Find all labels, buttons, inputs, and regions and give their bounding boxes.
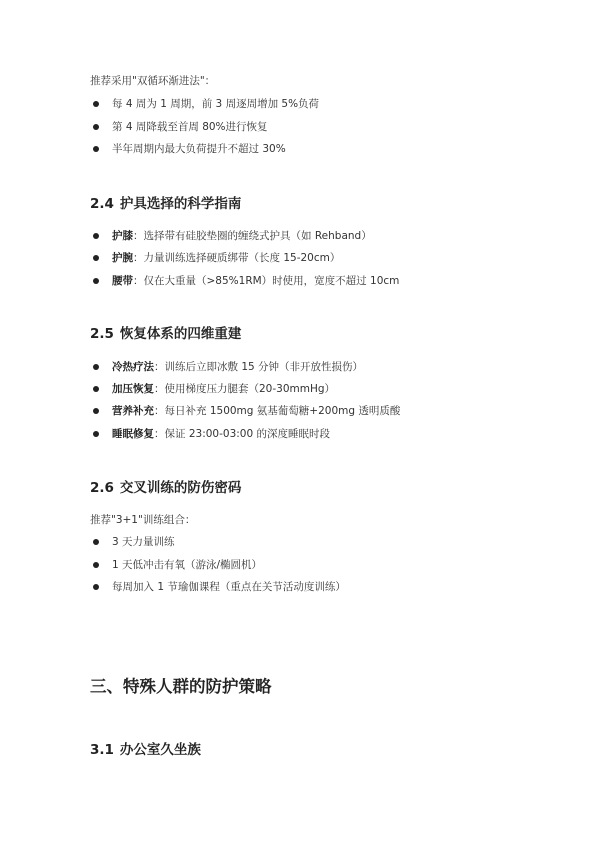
bullet-icon [93, 255, 99, 261]
bullet-icon [93, 584, 99, 590]
section-intro: 推荐"3+1"训练组合： [90, 514, 196, 526]
list-item-term: 加压恢复 [112, 383, 154, 395]
list-item-description: ：选择带有硅胶垫圈的缠绕式护具（如 Rehband） [133, 230, 372, 242]
section-number: 3.1 [90, 742, 114, 758]
list-item-text: 每 4 周为 1 周期，前 3 周逐周增加 5%负荷 [112, 98, 320, 110]
list-item-term: 护膝 [112, 230, 133, 242]
section-heading-2-4 [90, 195, 241, 213]
list-item-term: 睡眠修复 [112, 428, 154, 440]
list-item-term: 冷热疗法 [112, 361, 154, 373]
section-number: 2.6 [90, 480, 114, 496]
bullet-icon [93, 278, 99, 284]
list-item-text [112, 360, 363, 374]
bullet-icon [93, 539, 99, 545]
bullet-icon [93, 562, 99, 568]
list-item-text [112, 382, 335, 396]
section-heading-2-5 [90, 325, 241, 343]
bullet-icon [93, 408, 99, 414]
list-item-description: ：保证 23:00-03:00 的深度睡眠时段 [154, 428, 330, 440]
list-item-text: 1 天低冲击有氧（游泳/椭圆机） [112, 559, 263, 571]
section-title: 交叉训练的防伤密码 [119, 480, 242, 496]
bullet-icon [93, 386, 99, 392]
list-item-text: 第 4 周降载至首周 80%进行恢复 [112, 121, 268, 133]
intro-paragraph: 推荐采用"双循环渐进法"： [90, 75, 216, 87]
list-item-text [112, 251, 340, 265]
section-title: 护具选择的科学指南 [119, 196, 242, 212]
list-item-term: 护腕 [112, 252, 133, 264]
list-item-text: 3 天力量训练 [112, 536, 175, 548]
list-item-term: 腰带 [112, 275, 133, 287]
bullet-icon [93, 233, 99, 239]
section-number: 2.5 [90, 326, 114, 342]
section-heading-3-1 [90, 741, 201, 759]
bullet-icon [93, 364, 99, 370]
section-title: 恢复体系的四维重建 [119, 326, 242, 342]
list-item-text: 每周加入 1 节瑜伽课程（重点在关节活动度训练） [112, 581, 346, 593]
bullet-icon [93, 431, 99, 437]
list-item-text [112, 229, 372, 243]
list-item-text [112, 274, 399, 288]
bullet-icon [93, 146, 99, 152]
list-item-description: ：仅在大重量（>85%1RM）时使用，宽度不超过 10cm [133, 275, 400, 287]
bullet-icon [93, 124, 99, 130]
list-item-description: ：使用梯度压力腿套（20-30mmHg） [154, 383, 336, 395]
list-item-description: ：训练后立即冰敷 15 分钟（非开放性损伤） [154, 361, 364, 373]
section-title: 办公室久坐族 [119, 742, 201, 758]
section-heading-2-6 [90, 479, 241, 497]
list-item-text [112, 427, 330, 441]
list-item-text: 半年周期内最大负荷提升不超过 30% [112, 143, 286, 155]
bullet-icon [93, 101, 99, 107]
list-item-term: 营养补充 [112, 405, 154, 417]
list-item-description: ：每日补充 1500mg 氨基葡萄糖+200mg 透明质酸 [154, 405, 401, 417]
list-item-text [112, 404, 400, 418]
chapter-heading: 三、特殊人群的防护策略 [90, 677, 272, 696]
list-item-description: ：力量训练选择硬质绑带（长度 15-20cm） [133, 252, 341, 264]
section-number: 2.4 [90, 196, 114, 212]
